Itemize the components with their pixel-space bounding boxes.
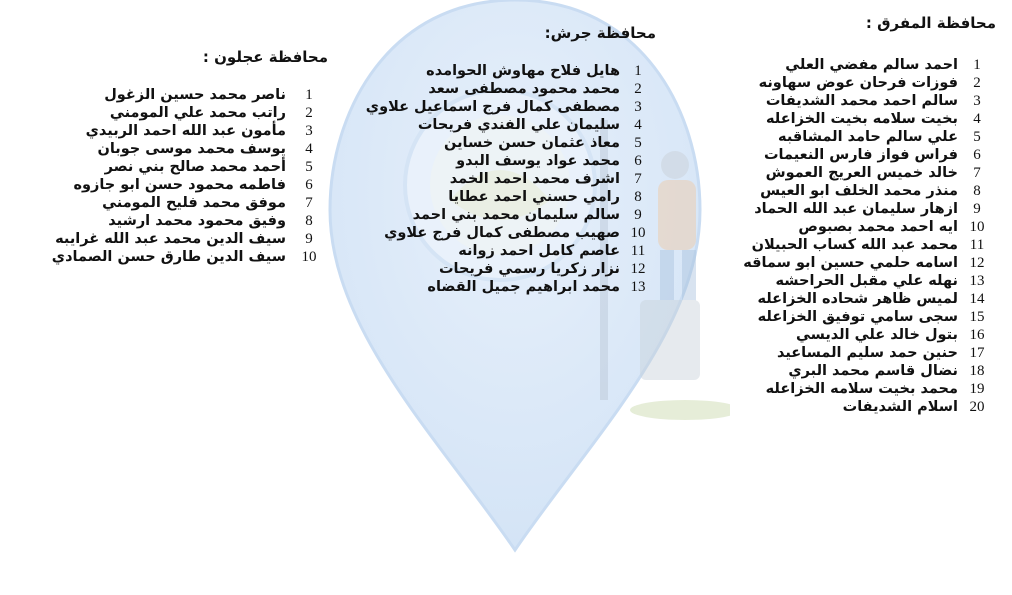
person-name: نزار زكريا رسمي فريحات: [438, 261, 620, 277]
list-item: [743, 110, 996, 128]
person-name: سليمان علي الفندي فريحات: [417, 117, 620, 133]
item-number: 1: [305, 87, 313, 103]
person-name: وفيق محمود محمد ارشيد: [108, 213, 286, 229]
list-item: [743, 308, 996, 326]
item-number: 16: [969, 327, 985, 343]
item-number: 9: [973, 201, 981, 217]
item-number: 14: [969, 291, 985, 307]
item-number: 4: [973, 111, 981, 127]
list-item: [743, 398, 996, 416]
item-number: 3: [634, 99, 642, 115]
item-number: 13: [630, 279, 646, 295]
person-name: سالم سليمان محمد بني احمد: [412, 207, 620, 223]
list-item: [366, 188, 656, 206]
list-item: [743, 128, 996, 146]
list-item: [366, 224, 656, 242]
list-item: [366, 80, 656, 98]
list-item: [743, 164, 996, 182]
item-number: 10: [630, 225, 646, 241]
item-number: 10: [969, 219, 985, 235]
person-name: ايه احمد محمد بصبوص: [798, 219, 958, 235]
person-name: حنين حمد سليم المساعيد: [776, 345, 958, 361]
item-number: 6: [973, 147, 981, 163]
person-name: سيف الدين محمد عبد الله غرايبه: [55, 231, 286, 247]
item-number: 3: [305, 123, 313, 139]
item-number: 1: [973, 57, 981, 73]
list-item: [366, 260, 656, 278]
person-name: محمد عبد الله كساب الحبيلان: [751, 237, 958, 253]
item-number: 10: [301, 249, 317, 265]
list-item: [52, 248, 332, 266]
person-name: راتب محمد علي المومني: [109, 105, 286, 121]
list-item: [743, 344, 996, 362]
list-item: [366, 152, 656, 170]
person-name: معاذ عثمان حسن خساين: [444, 135, 620, 151]
list-item: [52, 140, 332, 158]
item-number: 3: [973, 93, 981, 109]
list-item: [366, 278, 656, 296]
person-name: ازهار سليمان عبد الله الحماد: [754, 201, 958, 217]
person-name: هايل فلاح مهاوش الحوامده: [426, 63, 620, 79]
list-item: [52, 104, 332, 122]
list-item: [743, 290, 996, 308]
person-name: بتول خالد علي الديسي: [795, 327, 958, 343]
item-number: 12: [969, 255, 985, 271]
person-name: رامي حسني احمد عطايا: [448, 189, 620, 205]
item-number: 5: [973, 129, 981, 145]
item-number: 1: [634, 63, 642, 79]
item-number: 15: [969, 309, 985, 325]
list-item: [743, 92, 996, 110]
item-number: 7: [305, 195, 313, 211]
list-item: [52, 158, 332, 176]
mafraq-heading: محافظة المفرق :: [865, 14, 996, 32]
person-name: اشرف محمد احمد الخمد: [449, 171, 620, 187]
item-number: 7: [634, 171, 642, 187]
jerash-list: [366, 24, 656, 296]
person-name: محمد ابراهيم جميل القضاه: [427, 279, 620, 295]
person-name: محمد بخيت سلامه الخزاعله: [765, 381, 958, 397]
list-item: [366, 116, 656, 134]
item-number: 2: [305, 105, 313, 121]
item-number: 20: [969, 399, 985, 415]
list-item: [52, 194, 332, 212]
item-number: 6: [634, 153, 642, 169]
person-name: أحمد محمد صالح بني نصر: [104, 159, 286, 175]
list-item: [743, 56, 996, 74]
item-number: 18: [969, 363, 985, 379]
person-name: فراس فواز فارس النعيمات: [763, 147, 958, 163]
list-item: [366, 170, 656, 188]
item-number: 9: [305, 231, 313, 247]
list-item: [366, 206, 656, 224]
person-name: نضال قاسم محمد البري: [788, 363, 958, 379]
list-item: [52, 230, 332, 248]
item-number: 17: [969, 345, 985, 361]
person-name: ناصر محمد حسين الزغول: [104, 87, 286, 103]
person-name: اسلام الشديفات: [842, 399, 958, 415]
item-number: 8: [634, 189, 642, 205]
list-item: [743, 380, 996, 398]
mafraq-list: [743, 14, 996, 416]
list-item: [743, 74, 996, 92]
list-item: [743, 146, 996, 164]
item-number: 12: [630, 261, 646, 277]
list-item: [743, 254, 996, 272]
list-item: [366, 62, 656, 80]
person-name: فاطمه محمود حسن ابو جازوه: [73, 177, 286, 193]
person-name: مأمون عبد الله احمد الربيدي: [85, 123, 286, 139]
person-name: سجى سامي توفيق الخزاعله: [757, 309, 958, 325]
person-name: منذر محمد الخلف ابو العيس: [760, 183, 958, 199]
list-item: [743, 236, 996, 254]
ajloun-names: [52, 86, 332, 266]
person-name: اسامه حلمي حسين ابو سماقه: [743, 255, 958, 271]
mafraq-names: [743, 56, 996, 416]
list-item: [366, 134, 656, 152]
list-item: [52, 86, 332, 104]
item-number: 9: [634, 207, 642, 223]
jerash-names: [366, 62, 656, 296]
item-number: 11: [630, 243, 646, 259]
list-item: [52, 212, 332, 230]
item-number: 11: [969, 237, 985, 253]
person-name: فوزات فرحان عوض سهاونه: [758, 75, 958, 91]
item-number: 8: [973, 183, 981, 199]
person-name: مصطفى كمال فرج اسماعيل علاوي: [365, 99, 620, 115]
item-number: 8: [305, 213, 313, 229]
person-name: خالد خميس العريج العموش: [765, 165, 958, 181]
list-item: [743, 182, 996, 200]
list-item: [52, 176, 332, 194]
item-number: 2: [973, 75, 981, 91]
list-item: [52, 122, 332, 140]
list-item: [743, 218, 996, 236]
item-number: 2: [634, 81, 642, 97]
item-number: 5: [305, 159, 313, 175]
jerash-heading: محافظة جرش:: [544, 24, 656, 42]
person-name: محمد محمود مصطفى سعد: [428, 81, 620, 97]
list-item: [366, 242, 656, 260]
list-item: [743, 200, 996, 218]
person-name: بخيت سلامه بخيت الخزاعله: [766, 111, 958, 127]
list-item: [743, 272, 996, 290]
person-name: عاصم كامل احمد زوانه: [458, 243, 620, 259]
item-number: 13: [969, 273, 985, 289]
person-name: لميس ظاهر شحاده الخزاعله: [757, 291, 958, 307]
item-number: 7: [973, 165, 981, 181]
person-name: علي سالم حامد المشاقبه: [778, 129, 958, 145]
item-number: 19: [969, 381, 985, 397]
list-item: [743, 326, 996, 344]
item-number: 6: [305, 177, 313, 193]
list-item: [743, 362, 996, 380]
person-name: سيف الدين طارق حسن الصمادي: [51, 249, 286, 265]
ajloun-heading: محافظة عجلون :: [202, 48, 328, 66]
person-name: يوسف محمد موسى جوبان: [97, 141, 286, 157]
ajloun-list: [52, 48, 332, 266]
person-name: سالم احمد محمد الشديفات: [765, 93, 958, 109]
person-name: محمد عواد يوسف البدو: [456, 153, 620, 169]
person-name: صهيب مصطفى كمال فرج علاوي: [384, 225, 620, 241]
person-name: احمد سالم مفضي العلي: [785, 57, 958, 73]
item-number: 4: [305, 141, 313, 157]
item-number: 5: [634, 135, 642, 151]
list-item: [366, 98, 656, 116]
item-number: 4: [634, 117, 642, 133]
person-name: نهله علي مقبل الحراحشه: [775, 273, 958, 289]
person-name: موفق محمد فليح المومني: [102, 195, 286, 211]
